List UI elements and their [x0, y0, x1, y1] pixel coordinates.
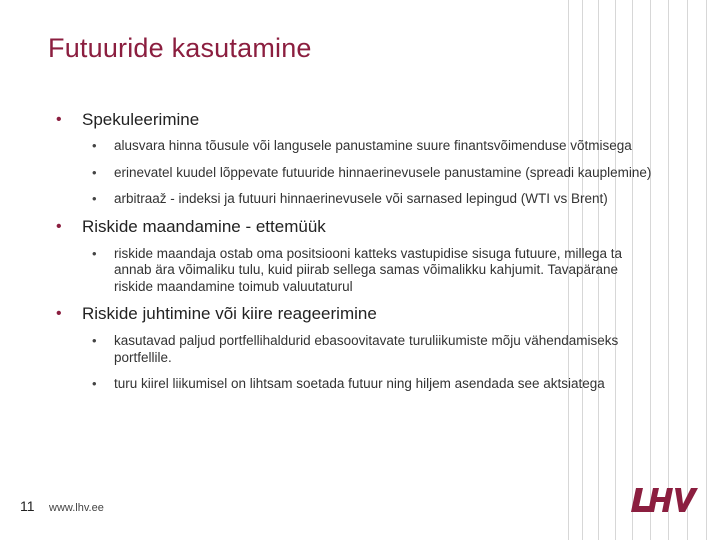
list-item — [92, 165, 656, 182]
list-item — [92, 191, 656, 208]
bullet-icon: • — [56, 305, 62, 322]
list-item-text: kasutavad paljud portfellihaldurid ebasoovitavate turuliikumiste mõju vähendamiseks portfellile. — [114, 333, 619, 365]
bullet-icon: • — [92, 245, 97, 261]
list-item — [92, 246, 656, 296]
section-heading — [56, 304, 656, 324]
list-item-text: alusvara hinna tõusule või langusele panustamine suure finantsvõimenduse võtmisega — [114, 138, 632, 153]
slide-content — [56, 110, 656, 393]
bullet-icon: • — [56, 111, 62, 128]
list-item — [92, 333, 656, 366]
footer-url: www.lhv.ee — [49, 502, 104, 514]
list-item-text: turu kiirel liikumisel on lihtsam soetada futuur ning hiljem asendada see aktsiatega — [114, 376, 605, 391]
bullet-icon: • — [56, 217, 62, 235]
bullet-icon: • — [92, 138, 97, 153]
list-item — [92, 138, 656, 155]
list-item-text: riskide maandaja ostab oma positsiooni katteks vastupidise sisuga futuure, millega ta annab ära võimaliku tulu, kuid piirab sellega samas võimalikku kahjumit. Tavapärane riskide maandamine toimub valuutaturul — [114, 245, 623, 294]
bullet-icon: • — [92, 191, 97, 206]
list-item-text: erinevatel kuudel lõppevate futuuride hinnaerinevusele panustamine (spreadi kauplemine) — [114, 164, 652, 180]
bullet-icon: • — [92, 376, 97, 391]
section-heading-text: Spekuleerimine — [82, 110, 200, 129]
bullet-icon: • — [92, 164, 97, 180]
section-heading-text: Riskide maandamine - ettemüük — [82, 216, 326, 236]
list-item — [92, 376, 656, 393]
slide-title: Futuuride kasutamine — [48, 33, 312, 63]
section-heading — [56, 110, 656, 130]
slide-number: 11 — [20, 498, 35, 514]
bullet-icon: • — [92, 333, 97, 348]
section-heading-text: Riskide juhtimine või kiire reageerimine — [82, 304, 377, 323]
section-heading — [56, 217, 656, 237]
list-item-text: arbitraaž - indeksi ja futuuri hinnaerinevusele või sarnased lepingud (WTI vs Brent) — [114, 191, 608, 206]
lhv-logo-icon — [628, 486, 702, 514]
